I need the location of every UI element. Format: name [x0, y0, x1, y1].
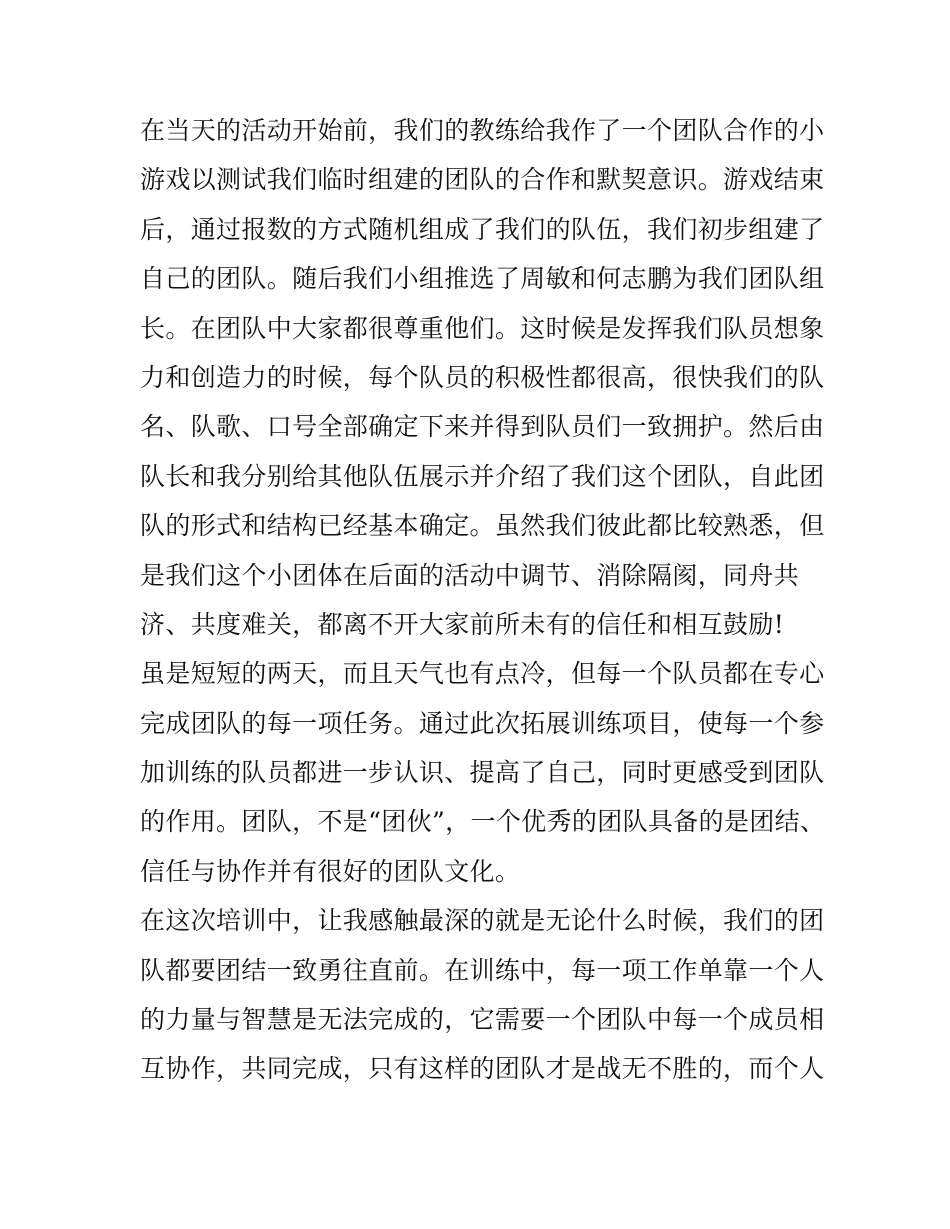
text-line: 互协作，共同完成，只有这样的团队才是战无不胜的，而个人 [140, 1054, 825, 1084]
text-line: 是我们这个小团体在后面的活动中调节、消除隔阂，同舟共 [140, 560, 800, 590]
text-line: 力和创造力的时候，每个队员的积极性都很高，很快我们的队 [140, 362, 825, 392]
text-line: 队都要团结一致勇往直前。在训练中，每一项工作单靠一个人 [140, 955, 825, 985]
text-line: 自己的团队。随后我们小组推选了周敏和何志鹏为我们团队组 [140, 264, 825, 294]
text-line: 游戏以测试我们临时组建的团队的合作和默契意识。游戏结束 [140, 165, 825, 195]
text-line: 队长和我分别给其他队伍展示并介绍了我们这个团队，自此团 [140, 461, 825, 491]
text-line: 的作用。团队，不是“团伙”，一个优秀的团队具备的是团结、 [140, 807, 826, 837]
text-line: 济、共度难关，都离不开大家前所未有的信任和相互鼓励! [140, 609, 785, 639]
text-line: 在这次培训中，让我感触最深的就是无论什么时候，我们的团 [140, 906, 825, 936]
text-line: 完成团队的每一项任务。通过此次拓展训练项目，使每一个参 [140, 708, 825, 738]
text-line: 后，通过报数的方式随机组成了我们的队伍，我们初步组建了 [140, 214, 825, 244]
text-line: 长。在团队中大家都很尊重他们。这时候是发挥我们队员想象 [140, 313, 825, 343]
text-line: 名、队歌、口号全部确定下来并得到队员们一致拥护。然后由 [140, 412, 825, 442]
text-line: 加训练的队员都进一步认识、提高了自己，同时更感受到团队 [140, 758, 825, 788]
text-line: 在当天的活动开始前，我们的教练给我作了一个团队合作的小 [140, 116, 825, 145]
text-line: 信任与协作并有很好的团队文化。 [140, 856, 521, 886]
text-line: 队的形式和结构已经基本确定。虽然我们彼此都比较熟悉，但 [140, 511, 825, 541]
body-text [140, 106, 826, 1094]
text-line: 的力量与智慧是无法完成的，它需要一个团队中每一个成员相 [140, 1005, 825, 1035]
text-line: 虽是短短的两天，而且天气也有点冷，但每一个队员都在专心 [140, 659, 825, 689]
